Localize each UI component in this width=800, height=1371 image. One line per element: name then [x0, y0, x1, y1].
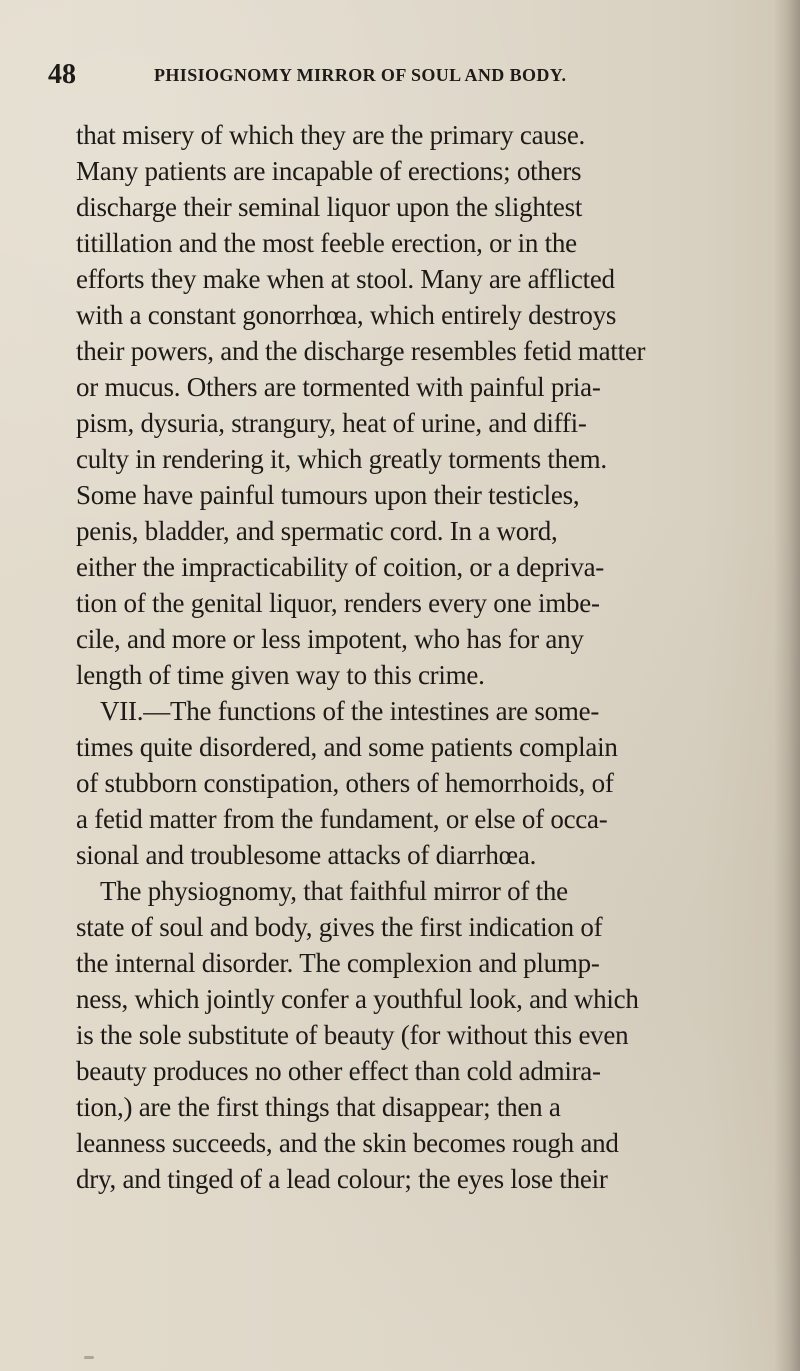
text-line: efforts they make when at stool. Many are afflicted [76, 264, 615, 294]
page-number: 48 [48, 59, 76, 90]
text-line: VII.—The functions of the intestines are some- [100, 696, 600, 726]
page-header [48, 58, 768, 92]
text-line: state of soul and body, gives the first indication of [76, 912, 603, 942]
text-line: is the sole substitute of beauty (for without this even [76, 1020, 629, 1050]
text-line: cile, and more or less impotent, who has for any [76, 624, 584, 654]
text-line: their powers, and the discharge resembles fetid matter [76, 336, 646, 366]
text-line: with a constant gonorrhœa, which entirely destroys [76, 300, 617, 330]
text-line: titillation and the most feeble erection, or in the [76, 228, 577, 258]
text-line: length of time given way to this crime. [76, 660, 485, 690]
text-line: beauty produces no other effect than cold admira- [76, 1056, 601, 1086]
text-line: ness, which jointly confer a youthful look, and which [76, 984, 639, 1014]
text-line: pism, dysuria, strangury, heat of urine, and diffi- [76, 408, 587, 438]
text-line: the internal disorder. The complexion and plump- [76, 948, 600, 978]
body-text [76, 117, 776, 1197]
text-line: of stubborn constipation, others of hemorrhoids, of [76, 768, 614, 798]
text-line: or mucus. Others are tormented with painful pria- [76, 372, 601, 402]
text-line: a fetid matter from the fundament, or else of occa- [76, 804, 608, 834]
text-line: that misery of which they are the primary cause. [76, 120, 586, 150]
running-title: PHISIOGNOMY MIRROR OF SOUL AND BODY. [154, 65, 567, 85]
text-line: leanness succeeds, and the skin becomes rough and [76, 1128, 619, 1158]
text-line: Many patients are incapable of erections; others [76, 156, 582, 186]
text-line: penis, bladder, and spermatic cord. In a word, [76, 516, 558, 546]
text-line: dry, and tinged of a lead colour; the eyes lose their [76, 1164, 608, 1194]
text-line: tion,) are the first things that disappear; then a [76, 1092, 561, 1122]
text-line: discharge their seminal liquor upon the slightest [76, 192, 583, 222]
text-line: culty in rendering it, which greatly torments them. [76, 444, 607, 474]
text-line: Some have painful tumours upon their testicles, [76, 480, 580, 510]
text-line: sional and troublesome attacks of diarrhœa. [76, 840, 537, 870]
page-edge-shadow [774, 0, 800, 1371]
text-line: either the impracticability of coition, or a depriva- [76, 552, 605, 582]
text-line: times quite disordered, and some patients complain [76, 732, 618, 762]
text-line: tion of the genital liquor, renders every one imbe- [76, 588, 600, 618]
text-line: The physiognomy, that faithful mirror of the [100, 876, 568, 906]
scan-mark [84, 1356, 94, 1359]
